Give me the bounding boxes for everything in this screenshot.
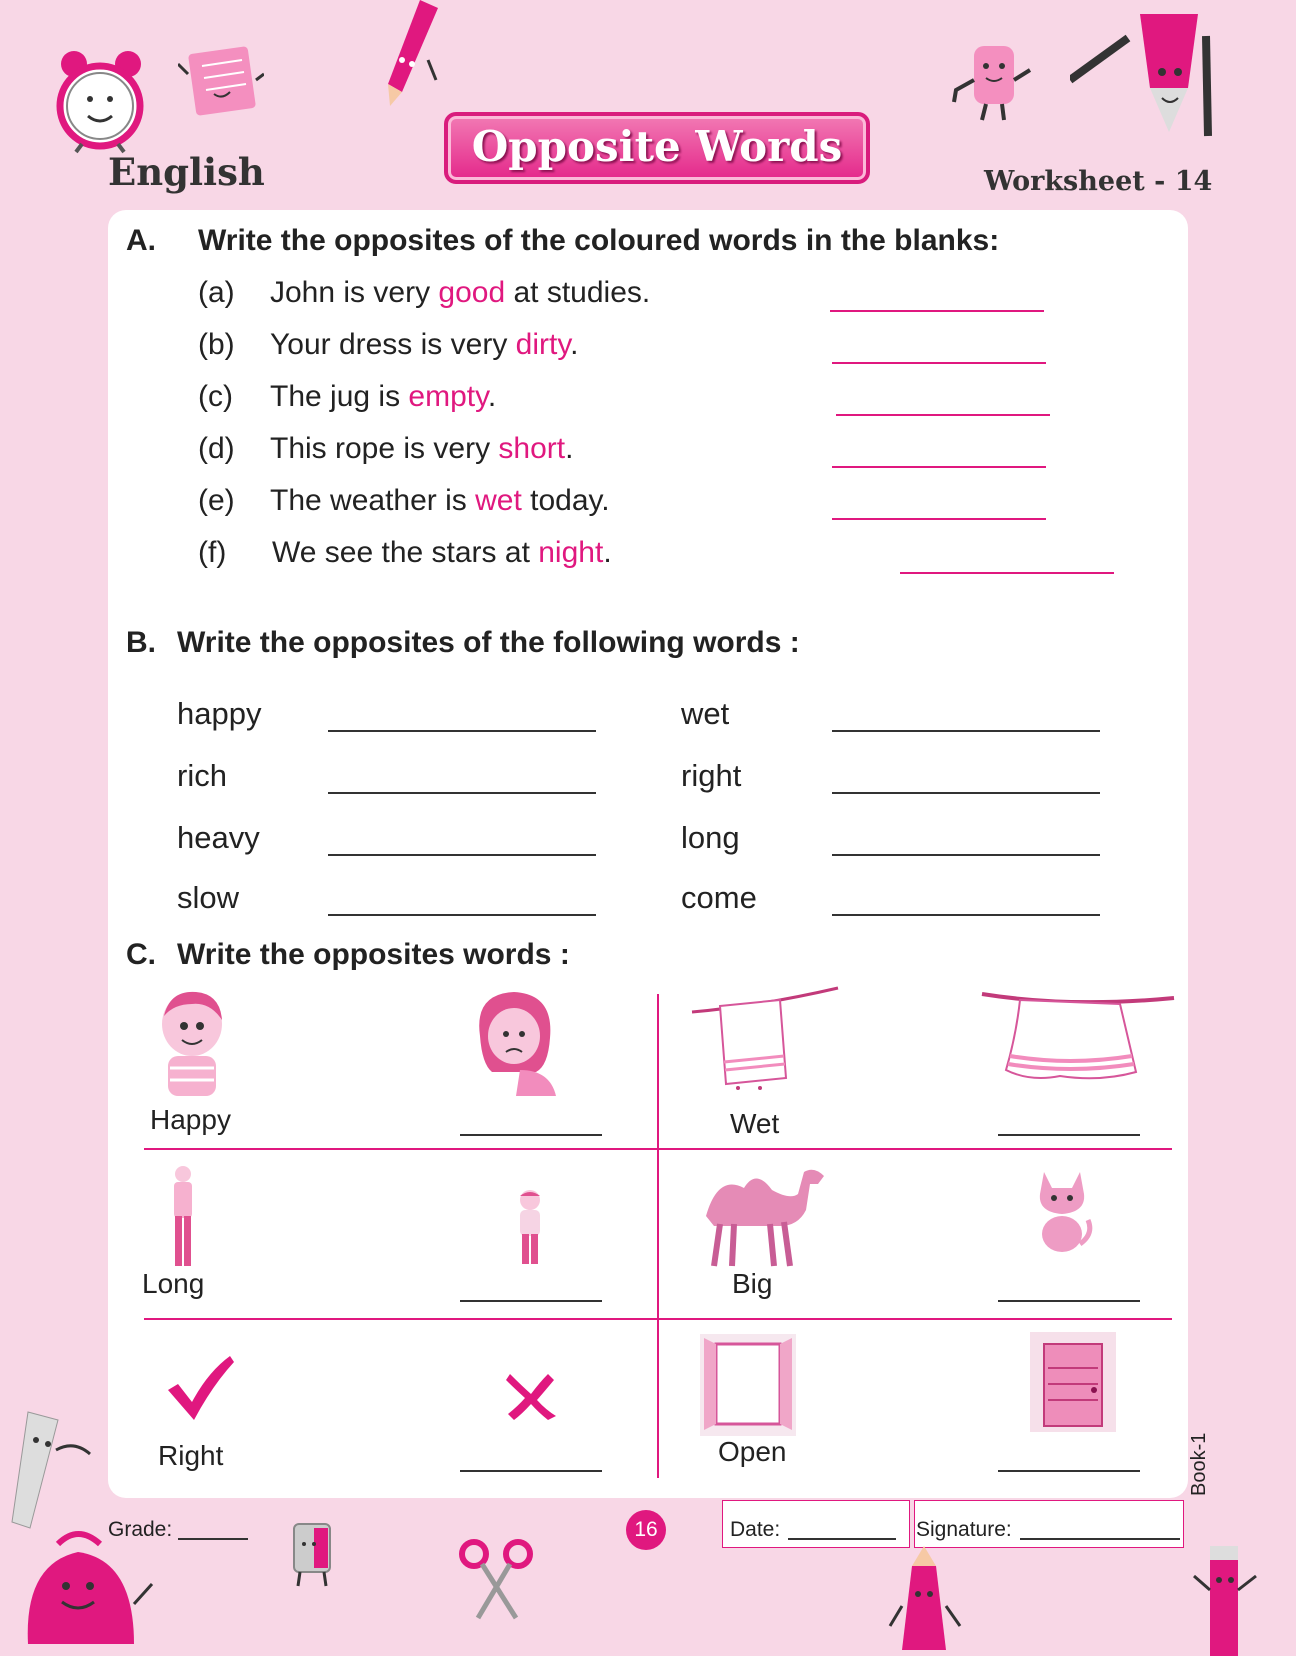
caption-right: Right (158, 1440, 224, 1471)
grid-divider-horizontal (144, 1148, 1172, 1150)
answer-blank[interactable] (830, 310, 1044, 312)
worksheet-number: Worksheet - 14 (984, 166, 1213, 197)
notepad-icon (178, 44, 264, 124)
pencil-icon (380, 0, 444, 110)
caption-open: Open (718, 1436, 787, 1467)
answer-blank[interactable] (998, 1134, 1140, 1136)
word-right: wet (681, 696, 730, 731)
word-left: heavy (177, 820, 260, 855)
signature-label: Signature: (916, 1518, 1012, 1541)
item-e-sentence (270, 484, 610, 518)
kitten-picture (1030, 1164, 1096, 1254)
sentence-text: The jug is (270, 380, 409, 413)
happy-boy-picture (150, 986, 234, 1098)
answer-blank[interactable] (998, 1470, 1140, 1472)
word-left: slow (177, 880, 240, 915)
pencil-icon (888, 1546, 968, 1654)
item-a-sentence (270, 276, 650, 310)
item-b-sentence (270, 328, 578, 362)
answer-blank[interactable] (998, 1300, 1140, 1302)
caption-happy: Happy (150, 1104, 231, 1135)
coloured-word: wet (475, 484, 522, 517)
sharpener-icon (284, 1520, 344, 1590)
coloured-word: good (438, 276, 506, 309)
tick-icon (164, 1354, 236, 1424)
answer-blank[interactable] (328, 730, 596, 732)
answer-blank[interactable] (832, 362, 1046, 364)
closed-door-picture (1030, 1332, 1116, 1432)
word-right: right (681, 758, 742, 793)
caption-long: Long (142, 1268, 205, 1299)
coloured-word: night (538, 536, 604, 569)
wet-towel-picture (690, 986, 840, 1090)
open-door-picture (700, 1334, 796, 1436)
item-c-label: (c) (198, 380, 233, 413)
word-right: long (681, 820, 740, 855)
answer-blank[interactable] (836, 414, 1050, 416)
item-c-sentence (270, 380, 496, 414)
answer-blank[interactable] (460, 1300, 602, 1302)
word-left: happy (177, 696, 262, 731)
item-d-sentence (270, 432, 573, 466)
worksheet-title: Opposite Words (471, 122, 843, 171)
date-blank[interactable] (788, 1538, 896, 1540)
sentence-text: . (565, 432, 574, 465)
caption-wet: Wet (730, 1108, 780, 1139)
answer-blank[interactable] (832, 466, 1046, 468)
sentence-text: We see the stars at (272, 536, 539, 569)
section-b-letter: B. (126, 626, 156, 659)
answer-blank[interactable] (832, 730, 1100, 732)
caption-big: Big (732, 1268, 773, 1299)
section-c-instruction: Write the opposites words : (177, 938, 570, 971)
worksheet-title-banner (444, 112, 870, 184)
item-f-sentence (272, 536, 612, 570)
coloured-word: short (498, 432, 566, 465)
sentence-text: at studies. (505, 276, 651, 309)
book-label: Book-1 (1188, 1432, 1210, 1496)
answer-blank[interactable] (328, 914, 596, 916)
sentence-text: . (603, 536, 612, 569)
sentence-text: The weather is (270, 484, 476, 517)
answer-blank[interactable] (900, 572, 1114, 574)
answer-blank[interactable] (328, 792, 596, 794)
coloured-word: dirty (515, 328, 571, 361)
item-d-label: (d) (198, 432, 235, 465)
word-left: rich (177, 758, 227, 793)
dry-towel-picture (980, 986, 1176, 1086)
eraser-icon (946, 40, 1040, 122)
coloured-word: empty (408, 380, 488, 413)
section-a-instruction: Write the opposites of the coloured words in the blanks: (198, 224, 1000, 257)
answer-blank[interactable] (832, 518, 1046, 520)
sentence-text: . (487, 380, 497, 413)
item-e-label: (e) (198, 484, 235, 517)
item-b-label: (b) (198, 328, 235, 361)
signature-blank[interactable] (1020, 1538, 1180, 1540)
item-a-label: (a) (198, 276, 235, 309)
grade-label: Grade: (108, 1518, 173, 1541)
sentence-text: Your dress is very (270, 328, 516, 361)
section-a-letter: A. (126, 224, 156, 257)
answer-blank[interactable] (328, 854, 596, 856)
word-right: come (681, 880, 757, 915)
sad-girl-picture (470, 986, 560, 1098)
bag-icon (18, 1524, 154, 1656)
pencil-icon (1190, 1540, 1260, 1656)
alarm-clock-icon (52, 44, 148, 154)
answer-blank[interactable] (832, 792, 1100, 794)
answer-blank[interactable] (832, 914, 1100, 916)
answer-blank[interactable] (460, 1470, 602, 1472)
camel-picture (698, 1160, 830, 1270)
date-label: Date: (730, 1518, 781, 1541)
short-boy-picture (512, 1188, 548, 1268)
sentence-text: John is very (270, 276, 439, 309)
page-number-badge: 16 (626, 1510, 666, 1550)
tall-boy-picture (166, 1164, 200, 1270)
pencil-icon (1070, 8, 1220, 138)
sentence-text: . (570, 328, 579, 361)
sentence-text: today. (521, 484, 610, 517)
item-f-label: (f) (198, 536, 227, 569)
section-c-letter: C. (126, 938, 156, 971)
grid-divider-horizontal (144, 1318, 1172, 1320)
answer-blank[interactable] (460, 1134, 602, 1136)
cross-icon (504, 1370, 558, 1420)
grade-blank[interactable] (178, 1538, 248, 1540)
ruler-icon (10, 1410, 94, 1530)
section-b-instruction: Write the opposites of the following words : (177, 626, 800, 659)
scissors-icon (456, 1536, 536, 1620)
answer-blank[interactable] (832, 854, 1100, 856)
subject-label: English (108, 150, 265, 194)
sentence-text: This rope is very (270, 432, 499, 465)
grid-divider-vertical (657, 994, 659, 1478)
